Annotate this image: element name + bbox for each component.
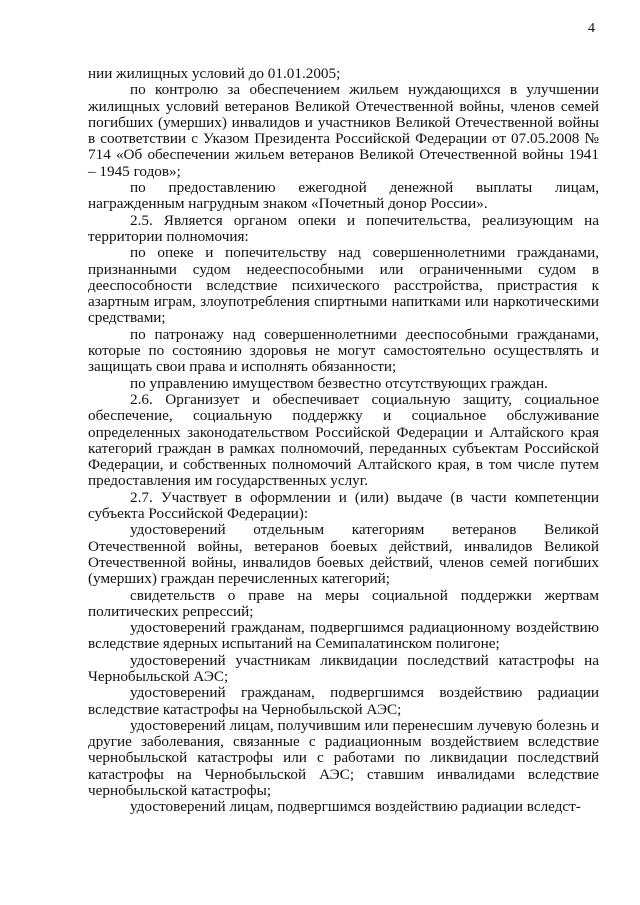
page-number: 4 (588, 21, 595, 36)
paragraph: 2.6. Организует и обеспечивает социальную защиту, социальное обеспечение, социальную поддержку и социальное обслуживание определенных законодательством Российской Федерации и Алтайского края категорий граждан в рамках полномочий, переданных субъектам Российской Федерации, и собственных полномочий Алтайского края, в том числе путем предоставления им государственных услуг. (88, 390, 599, 490)
paragraph: удостоверений гражданам, подвергшимся радиационному воздействию вследствие ядерных испытаний на Семипалатинском полигоне; (88, 619, 599, 653)
paragraph: удостоверений лицам, получившим или перенесшим лучевую болезнь и другие заболевания, связанные с радиационным воздействием вследствие чернобыльской катастрофы или с работами по ликвидации последствий катастрофы на Чернобыльской АЭС; ставшим инвалидами вследствие чернобыльской катастрофы; (88, 716, 599, 800)
paragraph: по контролю за обеспечением жильем нуждающихся в улучшении жилищных условий ветеранов Великой Отечественной войны, членов семей погибших (умерших) инвалидов и участников Великой Отечественной войны в соответствии с Указом Президента Российской Федерации от 07.05.2008 № 714 «Об обеспечении жильем ветеранов Великой Отечественной войны 1941 – 1945 годов»; (88, 81, 599, 180)
paragraph: удостоверений участникам ликвидации последствий катастрофы на Чернобыльской АЭС; (88, 651, 599, 685)
paragraph: удостоверений лицам, подвергшимся воздействию радиации вследст- (130, 798, 581, 816)
paragraph: по опеке и попечительству над совершеннолетними гражданами, признанными судом недееспособными или ограниченными судом в дееспособности вследствие психического расстройства, пристрастия к азартным играм, злоупотребления спиртными напитками или наркотическими средствами; (88, 244, 599, 327)
paragraph: по предоставлению ежегодной денежной выплаты лицам, награжденным нагрудным знаком «Почетный донор России». (88, 179, 599, 213)
paragraph: нии жилищных условий до 01.01.2005; (88, 65, 341, 82)
paragraph: удостоверений отдельным категориям ветеранов Великой Отечественной войны, ветеранов боевых действий, инвалидов Великой Отечественной войны, инвалидов боевых действий, членов семей погибших (умерших) граждан перечисленных категорий; (88, 521, 599, 588)
paragraph: свидетельств о праве на меры социальной поддержки жертвам политических репрессий; (88, 586, 599, 620)
paragraph: по управлению имуществом безвестно отсутствующих граждан. (130, 374, 548, 392)
paragraph: 2.5. Является органом опеки и попечительства, реализующим на территории полномочия: (88, 211, 599, 245)
paragraph: по патронажу над совершеннолетними дееспособными гражданами, которые по состоянию здоровья не могут самостоятельно осуществлять и защищать свои права и исполнять обязанности; (88, 325, 599, 376)
paragraph: удостоверений гражданам, подвергшимся воздействию радиации вследствие катастрофы на Чернобыльской АЭС; (88, 684, 599, 718)
document-body (88, 66, 599, 816)
paragraph: 2.7. Участвует в оформлении и (или) выдаче (в части компетенции субъекта Российской Федерации): (88, 488, 599, 523)
